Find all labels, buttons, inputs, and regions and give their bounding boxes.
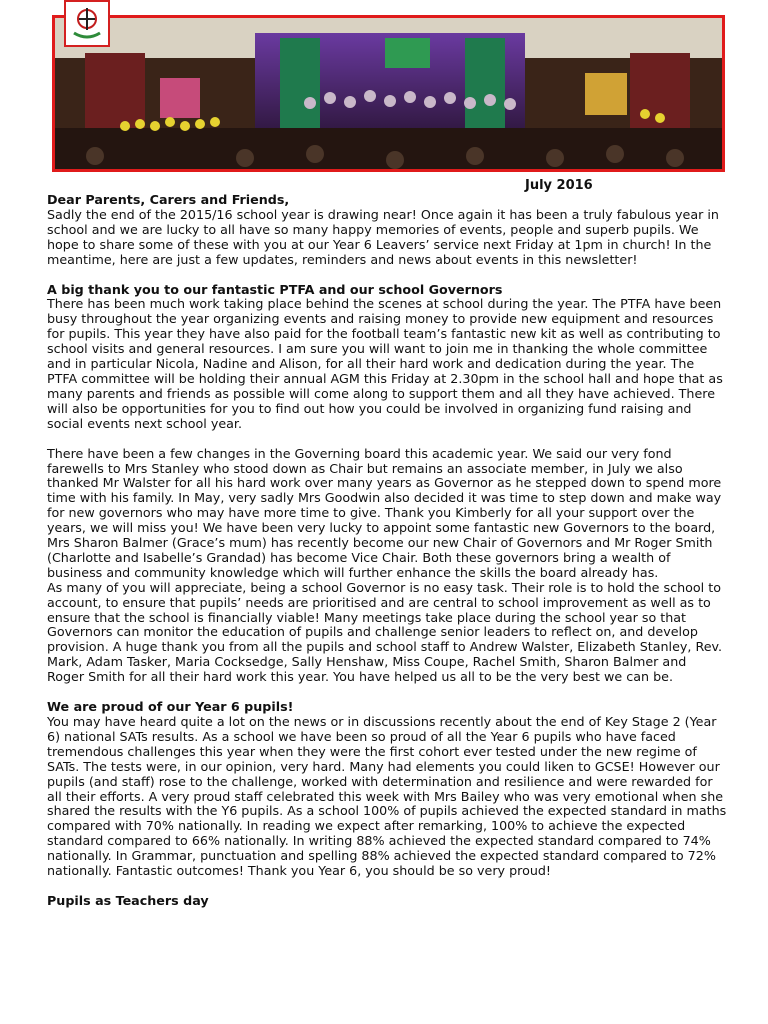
school-play-stage-photo bbox=[55, 18, 722, 169]
intro-paragraph: Sadly the end of the 2015/16 school year is drawing near! Once again it has been a truly fabulous year in school and we are lucky to all have so many happy memories of events, people and superb pupils. We hope to share some of these with you at our Year 6 Leavers’ service next Friday at 1pm in church! In the meantime, here are just a few updates, reminders and news about events in this newsletter! bbox=[47, 206, 719, 267]
ptfa-heading: A big thank you to our fantastic PTFA and our school Governors bbox=[47, 281, 503, 297]
year6-paragraph: You may have heard quite a lot on the news or in discussions recently about the end of Key Stage 2 (Year 6) national SATs results. As a school we have been so proud of all the Year 6 pupils who have faced tremendous challenges this year when they were the first cohort ever tested under the new regime of SATs. The tests were, in our opinion, very hard. Many had elements you could liken to GCSE! However our pupils (and staff) rose to the challenge, worked with determination and resilience and were rewarded for all their efforts. A very proud staff celebrated this week with Mrs Bailey who was very emotional when she shared the results with the Y6 pupils. As a school 100% of pupils achieved the expected standard in maths compared with 70% nationally. In reading we expect after remarking, 100% to achieve the expected standard compared to 66% nationally. In writing 88% achieved the expected standard compared to 74% nationally. In Grammar, punctuation and spelling 88% achieved the expected standard compared to 72% nationally. Fantastic outcomes! Thank you Year 6, you should be so very proud! bbox=[47, 714, 727, 879]
governors-paragraph: There have been a few changes in the Governing board this academic year. We said our very fond farewells to Mrs Stanley who stood down as Chair but remains an associate member, in July we also thanked Mr Walster for all his hard work over many years as Governor as he stepped down to spend more time with his family. In May, very sadly Mrs Goodwin also decided it was time to step down and make way for new governors who may have more time to give. Thank you Kimberly for all your support over the years, we will miss you! We have been very lucky to appoint some fantastic new Governors to the board, Mrs Sharon Balmer (Grace’s mum) has recently become our new Chair of Governors and Mr Roger Smith (Charlotte and Isabelle’s Grandad) has become Vice Chair. Both these governors bring a wealth of business and community knowledge which will further enhance the skills the board already has. bbox=[47, 445, 722, 580]
school-crest-icon bbox=[64, 0, 110, 47]
pupils-as-teachers-heading: Pupils as Teachers day bbox=[47, 892, 209, 908]
ptfa-paragraph: There has been much work taking place behind the scenes at school during the year. The PTFA have been busy throughout the year organizing events and raising money to provide new equipment and resources for pupils. This year they have also paid for the football team’s fantastic new kit as well as contributing to school visits and general resources. I am sure you will want to join me in thanking the whole committee and in particular Nicola, Nadine and Alison, for all their hard work and dedication during the year. The PTFA committee will be holding their annual AGM this Friday at 2.30pm in the school hall and hope that as many parents and friends as possible will come along to support them and all they have achieved. There will also be opportunities for you to find out how you could be involved in organizing fund raising and social events next school year. bbox=[47, 296, 723, 431]
greeting: Dear Parents, Carers and Friends, bbox=[47, 192, 290, 207]
governor-role-paragraph: As many of you will appreciate, being a school Governor is no easy task. Their role is to hold the school to account, to ensure that pupils’ needs are prioritised and are central to school improvement as well as to ensure that the school is financially viable! Many meetings take place during the school year so that Governors can monitor the education of pupils and challenge senior leaders to reflect on, and develop provision. A huge thank you from all the pupils and school staff to Andrew Walster, Elizabeth Stanley, Rev. Mark, Adam Tasker, Maria Cocksedge, Sally Henshaw, Miss Coupe, Rachel Smith, Sharon Balmer and Roger Smith for all their hard work this year. You have helped us all to be the very best we can be. bbox=[47, 579, 723, 685]
year6-heading: We are proud of our Year 6 pupils! bbox=[47, 699, 294, 715]
header-photo-banner bbox=[52, 15, 725, 172]
newsletter-date: July 2016 bbox=[525, 178, 593, 193]
letter-body bbox=[47, 193, 727, 909]
